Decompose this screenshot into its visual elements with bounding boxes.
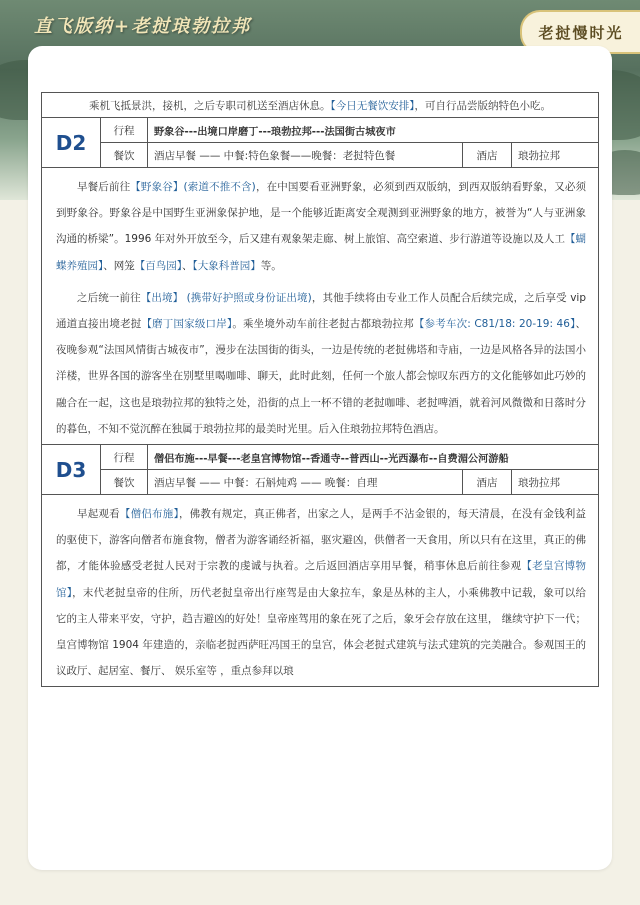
meal-label: 餐饮 bbox=[101, 470, 148, 495]
day-label: D3 bbox=[42, 445, 101, 495]
attraction-highlight: 【老皇宫博物馆】 bbox=[56, 560, 587, 599]
arrival-note: 乘机飞抵景洪，接机，之后专职司机送至酒店休息。【今日无餐饮安排】，可自行品尝版纳特色小吃。 bbox=[42, 93, 599, 118]
description-text: ，佛教有规定，真正佛者，出家之人，是两手不沾金银的，每天清晨，在没有金钱利益的驱使下，游客向僧者布施食物，僧者为游客诵经祈福，驱灾避凶，供僧者一天食用，所以只有在这里，真正的佛都，才能体验感受老挝人民对于宗教的虔诚与执着。之后返回酒店享用早餐，稍事休息后前往参观 bbox=[56, 508, 587, 573]
day-label: D2 bbox=[42, 118, 101, 168]
route-text: 野象谷---出境口岸磨丁---琅勃拉邦---法国街古城夜市 bbox=[148, 118, 599, 143]
description-text: 、 bbox=[182, 259, 193, 272]
description-cell bbox=[42, 495, 599, 687]
itinerary-document bbox=[41, 92, 599, 843]
description-paragraph bbox=[56, 174, 586, 279]
meal-text: 酒店早餐 —— 中餐:特色象餐——晚餐：老挝特色餐 bbox=[148, 143, 463, 168]
route-row bbox=[42, 118, 599, 143]
attraction-highlight: 【参考车次: C81/18: 20-19: 46】 bbox=[413, 318, 576, 331]
days-body bbox=[42, 118, 599, 687]
hotel-label: 酒店 bbox=[463, 143, 512, 168]
meals-row bbox=[42, 143, 599, 168]
description-text: 之后统一前往 bbox=[77, 291, 141, 304]
attraction-highlight: 【僧侣布施】 bbox=[119, 508, 179, 521]
attraction-highlight: 【大象科普园】 bbox=[192, 259, 261, 272]
description-text: 。乘坐境外动车前往老挝古都琅勃拉邦 bbox=[232, 318, 414, 331]
banner-title: 直飞版纳+老挝琅勃拉邦 bbox=[34, 16, 252, 37]
attraction-highlight: 【出境】 (携带好护照或身份证出境) bbox=[140, 291, 312, 304]
description-cell bbox=[42, 168, 599, 445]
description-text: 早餐后前往 bbox=[77, 181, 131, 193]
route-label: 行程 bbox=[101, 445, 148, 470]
attraction-highlight: 【野象谷】(索道不推不含) bbox=[130, 181, 256, 193]
description-text: 早起观看 bbox=[77, 508, 120, 521]
description-paragraph bbox=[56, 285, 586, 442]
hotel-text: 琅勃拉邦 bbox=[512, 143, 599, 168]
day-description bbox=[48, 168, 592, 444]
description-text: 、网笼 bbox=[103, 259, 135, 272]
description-text: ，在中国要看亚洲野象，必须到西双版纳，到西双版纳看野象，又必须到野象谷。野象谷是中国野生亚洲象保护地，是一个能够近距离安全观测到亚洲野象的地方，被誉为“人与亚洲象沟通的桥梁”。1996 年对外开放至今，后又建有观象架走廊、树上旅馆、高空索道、步行游道等设施以及人工 bbox=[56, 181, 587, 246]
meal-label: 餐饮 bbox=[101, 143, 148, 168]
meals-row bbox=[42, 470, 599, 495]
route-label: 行程 bbox=[101, 118, 148, 143]
no-meal-highlight: 【今日无餐饮安排】 bbox=[330, 99, 415, 112]
description-text: ，其他手续将由专业工作人员配合后续完成，之后享受 vip 通道直接出境老挝 bbox=[56, 291, 587, 331]
slogan-badge: 老挝慢时光 bbox=[520, 10, 640, 54]
description-row bbox=[42, 168, 599, 445]
route-text: 僧侣布施---早餐---老皇宫博物馆--香通寺--普西山--光西瀑布--自费湄公河游船 bbox=[148, 445, 599, 470]
description-text: 等。 bbox=[260, 259, 282, 272]
description-paragraph bbox=[56, 501, 586, 684]
description-text: 、夜晚参观“法国风情街古城夜市”，漫步在法国街的街头，一边是传统的老挝佛塔和寺庙，一边是风格各异的法国小洋楼，世界各国的游客坐在别墅里喝咖啡、聊天，此时此刻，任何一个旅人都会惊叹东西方的文化能够如此巧妙的融合在一起，这也是琅勃拉邦的独特之处，沿街的点上一杯不错的老挝咖啡、老挝啤酒，就着河风微微和日落时分的暮色，不知不觉沉醉在独属于琅勃拉邦的最美时光里。后入住琅勃拉邦特色酒店。 bbox=[56, 318, 587, 435]
hotel-label: 酒店 bbox=[463, 470, 512, 495]
route-row bbox=[42, 445, 599, 470]
description-row bbox=[42, 495, 599, 687]
attraction-highlight: 【百鸟园】 bbox=[134, 259, 182, 272]
hotel-text: 琅勃拉邦 bbox=[512, 470, 599, 495]
attraction-highlight: 【蝴蝶养殖园】 bbox=[56, 233, 587, 272]
itinerary-table bbox=[41, 92, 599, 687]
day-description bbox=[48, 495, 592, 686]
description-text: ，末代老挝皇帝的住所，历代老挝皇帝出行座驾是由大象拉车，象是丛林的主人，小乘佛教中记载，象可以给它的主人带来平安，守护，趋吉避凶的好处！皇帝座驾用的象在死了之后，象牙会存放在这里， 继续守护下一代；皇宫博物馆 1904 年建造的，亲临老挝西萨旺冯国王的皇宫，体会老挝式建筑与法式建筑的完美融合。参观国王的议政厅、起居室、餐厅、 娱乐室等 ，重点参拜以琅 bbox=[56, 586, 587, 678]
attraction-highlight: 【磨丁国家级口岸】 bbox=[141, 318, 233, 331]
meal-text: 酒店早餐 —— 中餐：石斛炖鸡 —— 晚餐：自理 bbox=[148, 470, 463, 495]
